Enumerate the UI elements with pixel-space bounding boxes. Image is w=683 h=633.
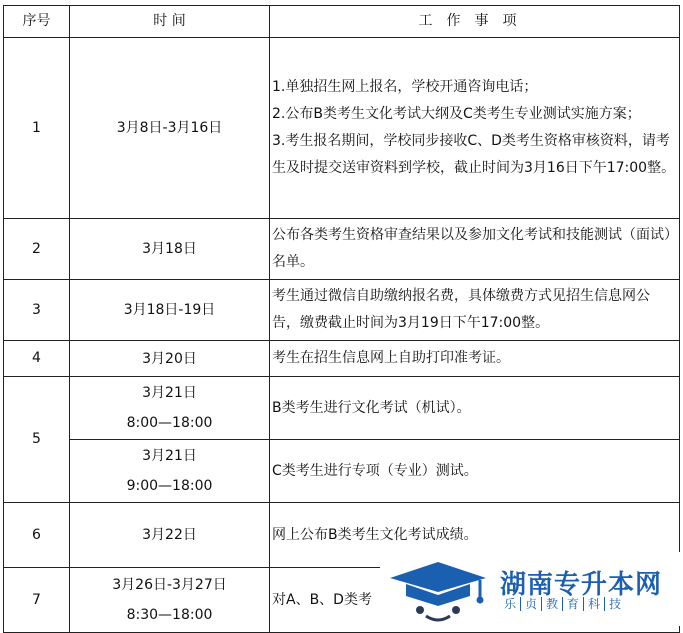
logo-subtitle-char: 科 [583, 597, 604, 611]
task-item: 对A、B、D类考 [272, 591, 372, 608]
time-line: 3月18日 [142, 241, 197, 257]
task-item: 考生通过微信自助缴纳报名费，具体缴费方式见招生信息网公告，缴费截止时间为3月19日下午17:00整。 [272, 288, 650, 331]
schedule-table [3, 5, 680, 633]
row-task [270, 219, 680, 280]
header-time: 时 间 [70, 6, 270, 38]
logo-subtitle-char: 教 [541, 597, 562, 611]
task-item: 考生在招生信息网上自助打印准考证。 [272, 350, 510, 366]
row-time [70, 377, 270, 440]
task-item: C类考生进行专项（专业）测试。 [272, 462, 478, 479]
row-task [270, 341, 680, 377]
task-item: 3.考生报名期间，学校同步接收C、D类考生资格审核资料，请考生及时提交送审资料到学校，截止时间为3月16日下午17:00整。 [272, 133, 676, 176]
row-task [270, 280, 680, 341]
logo-subtitle-char: 技 [604, 597, 625, 611]
time-line: 8:30—18:00 [126, 607, 213, 623]
row-number: 5 [4, 377, 70, 503]
header-no: 序号 [4, 6, 70, 38]
task-item: 网上公布B类考生文化考试成绩。 [272, 526, 478, 543]
header-task: 工作事项 [270, 6, 680, 38]
table-row [4, 219, 680, 280]
logo-watermark [380, 552, 680, 626]
task-item: 2.公布B类考生文化考试大纲及C类考生专业测试实施方案； [272, 106, 641, 122]
time-line: 3月18日-19日 [123, 302, 216, 318]
task-item: 1.单独招生网上报名，学校开通咨询电话； [272, 79, 538, 95]
header-row [4, 6, 680, 38]
row-task [270, 377, 680, 440]
time-line: 3月21日 [142, 448, 197, 464]
graduation-cap-icon [380, 558, 492, 622]
time-line: 3月22日 [142, 527, 197, 543]
row-number: 7 [4, 568, 70, 633]
time-line: 3月8日-3月16日 [116, 120, 223, 136]
table-row [4, 440, 680, 503]
time-line: 3月20日 [142, 350, 197, 367]
time-line: 3月26日-3月27日 [112, 577, 227, 593]
row-time [70, 440, 270, 503]
row-time [70, 503, 270, 568]
row-number: 6 [4, 503, 70, 568]
logo-title: 湖南专升本网 [500, 570, 663, 600]
table-row [4, 38, 680, 219]
logo-subtitle-char: 乐 [504, 597, 517, 611]
table-row [4, 280, 680, 341]
logo-subtitle-char: 育 [562, 597, 583, 611]
task-item: 公布各类考生资格审查结果以及参加文化考试和技能测试（面试）名单。 [272, 227, 671, 270]
task-item: B类考生进行文化考试（机试）。 [272, 399, 471, 416]
time-line: 9:00—18:00 [126, 478, 213, 494]
row-task [270, 38, 680, 219]
table-row [4, 341, 680, 377]
logo-subtitle-char: 贞 [520, 597, 541, 611]
row-number: 1 [4, 38, 70, 219]
row-number: 3 [4, 280, 70, 341]
row-time [70, 568, 270, 633]
logo-subtitle [500, 597, 625, 611]
row-task [270, 440, 680, 503]
row-time [70, 280, 270, 341]
row-number: 4 [4, 341, 70, 377]
time-line: 8:00—18:00 [126, 415, 213, 431]
time-line: 3月21日 [142, 385, 197, 401]
table-row [4, 377, 680, 440]
row-number: 2 [4, 219, 70, 280]
row-time [70, 38, 270, 219]
row-time [70, 219, 270, 280]
row-time [70, 341, 270, 377]
